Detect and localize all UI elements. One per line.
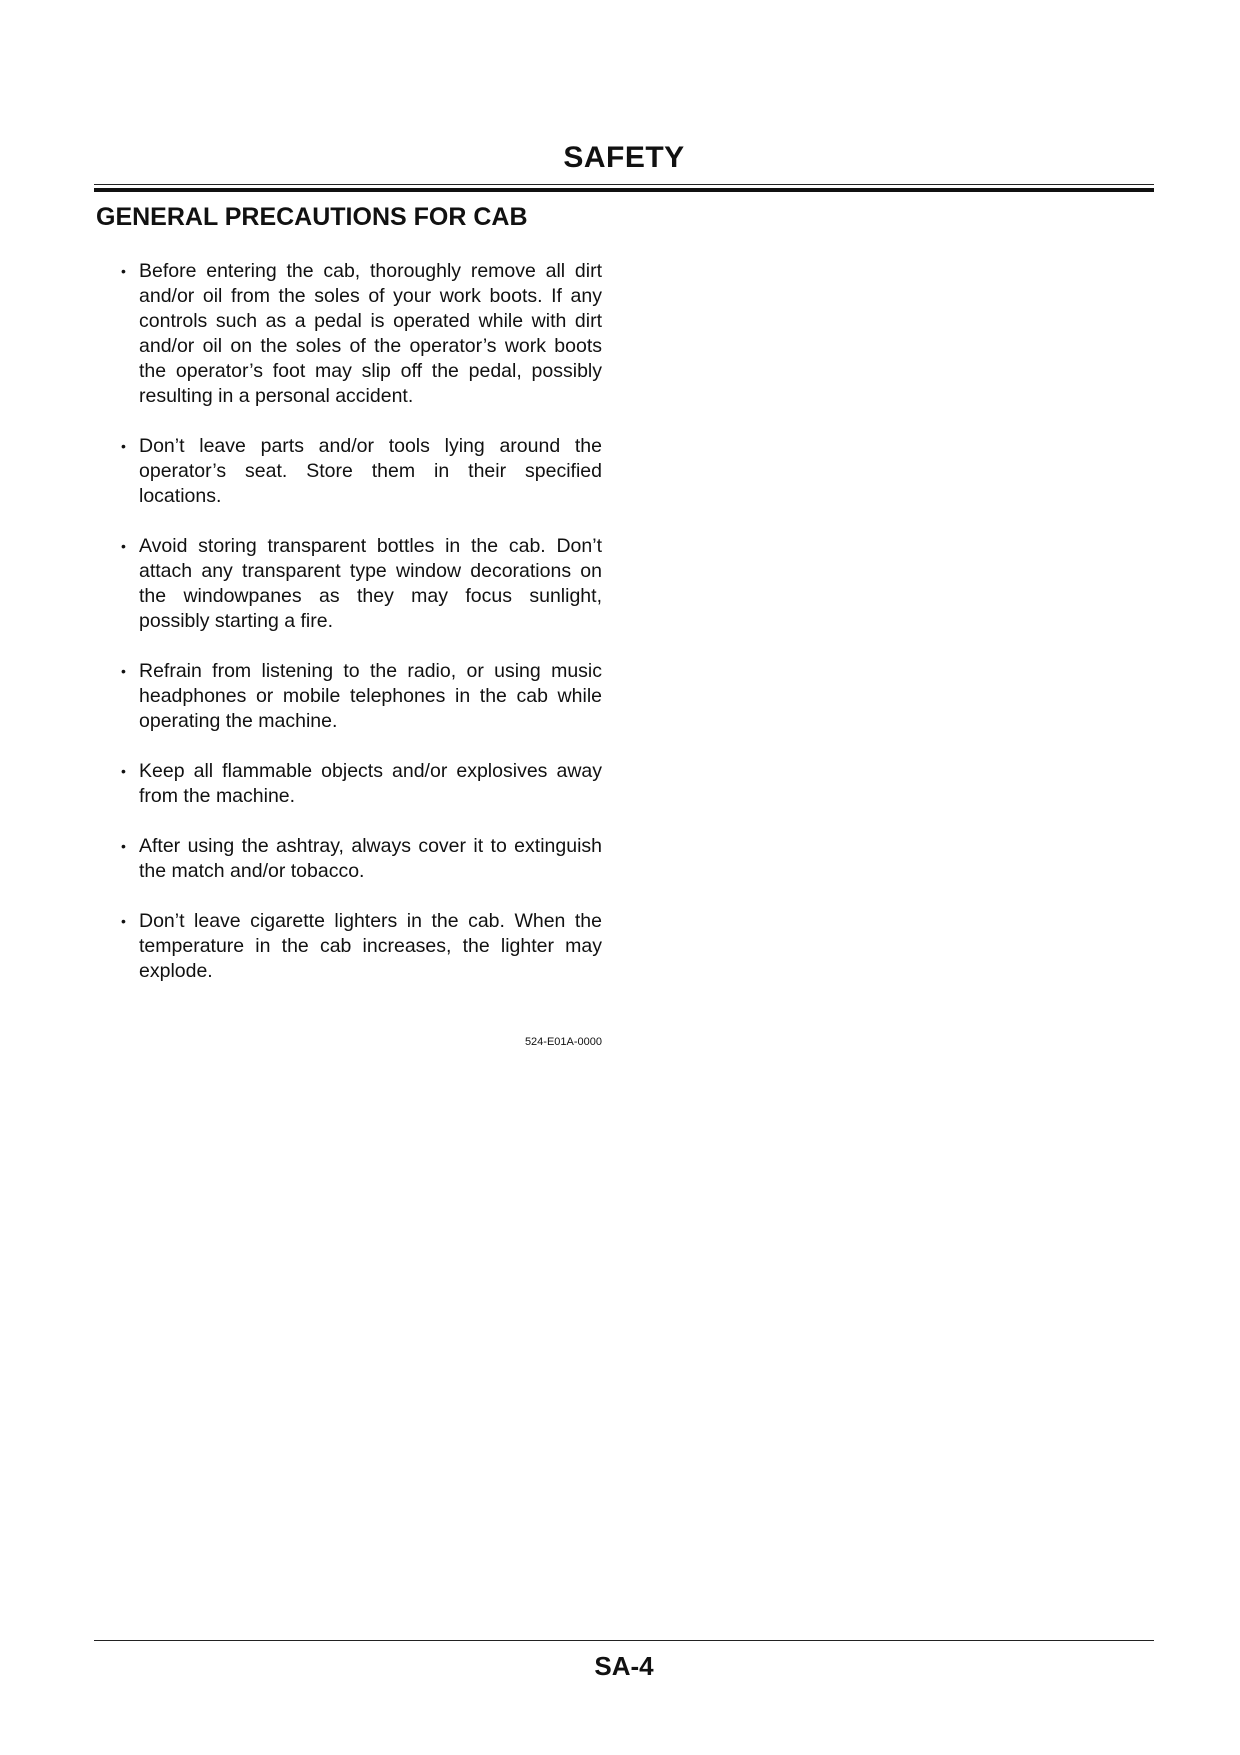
list-item-text: Avoid storing transparent bottles in the cab. Don’t attach any transparent type window decorations on the windowpanes as they may focus sunlight, possibly starting a fire. bbox=[139, 535, 602, 632]
page-header-title-text: SAFETY bbox=[563, 141, 685, 174]
list-item-text: Refrain from listening to the radio, or using music headphones or mobile telephones in the cab while operating the machine. bbox=[139, 660, 602, 732]
list-item bbox=[120, 259, 602, 409]
page-number bbox=[0, 1651, 1240, 1682]
list-item-text: Don’t leave cigarette lighters in the cab. When the temperature in the cab increases, the lighter may explode. bbox=[139, 910, 602, 982]
document-code: 524-E01A-0000 bbox=[524, 1036, 602, 1048]
precautions-list bbox=[120, 259, 602, 1009]
list-item bbox=[120, 834, 602, 884]
list-item-text: Before entering the cab, thoroughly remove all dirt and/or oil from the soles of your work boots. If any controls such as a pedal is operated while with dirt and/or oil on the soles of the operator’s work boots the operator’s foot may slip off the pedal, possibly resulting in a personal accident. bbox=[139, 260, 602, 407]
page-header-title bbox=[0, 141, 1240, 175]
list-item-text: Keep all flammable objects and/or explosives away from the machine. bbox=[139, 760, 602, 807]
bullet-icon: • bbox=[121, 763, 126, 779]
list-item bbox=[120, 759, 602, 809]
header-rule-thick bbox=[94, 188, 1154, 192]
list-item-text: Don’t leave parts and/or tools lying around the operator’s seat. Store them in their specified locations. bbox=[139, 435, 602, 507]
section-title: GENERAL PRECAUTIONS FOR CAB bbox=[96, 203, 528, 231]
bullet-icon: • bbox=[121, 438, 126, 454]
footer-rule bbox=[94, 1640, 1154, 1641]
page-number-text: SA-4 bbox=[594, 1651, 654, 1681]
list-item bbox=[120, 434, 602, 509]
list-item bbox=[120, 909, 602, 984]
header-rule-thin bbox=[94, 184, 1154, 185]
bullet-icon: • bbox=[121, 538, 126, 554]
list-item-text: After using the ashtray, always cover it to extinguish the match and/or tobacco. bbox=[139, 835, 602, 882]
list-item bbox=[120, 534, 602, 634]
bullet-icon: • bbox=[121, 263, 126, 279]
bullet-icon: • bbox=[121, 913, 126, 929]
list-item bbox=[120, 659, 602, 734]
bullet-icon: • bbox=[121, 663, 126, 679]
bullet-icon: • bbox=[121, 838, 126, 854]
